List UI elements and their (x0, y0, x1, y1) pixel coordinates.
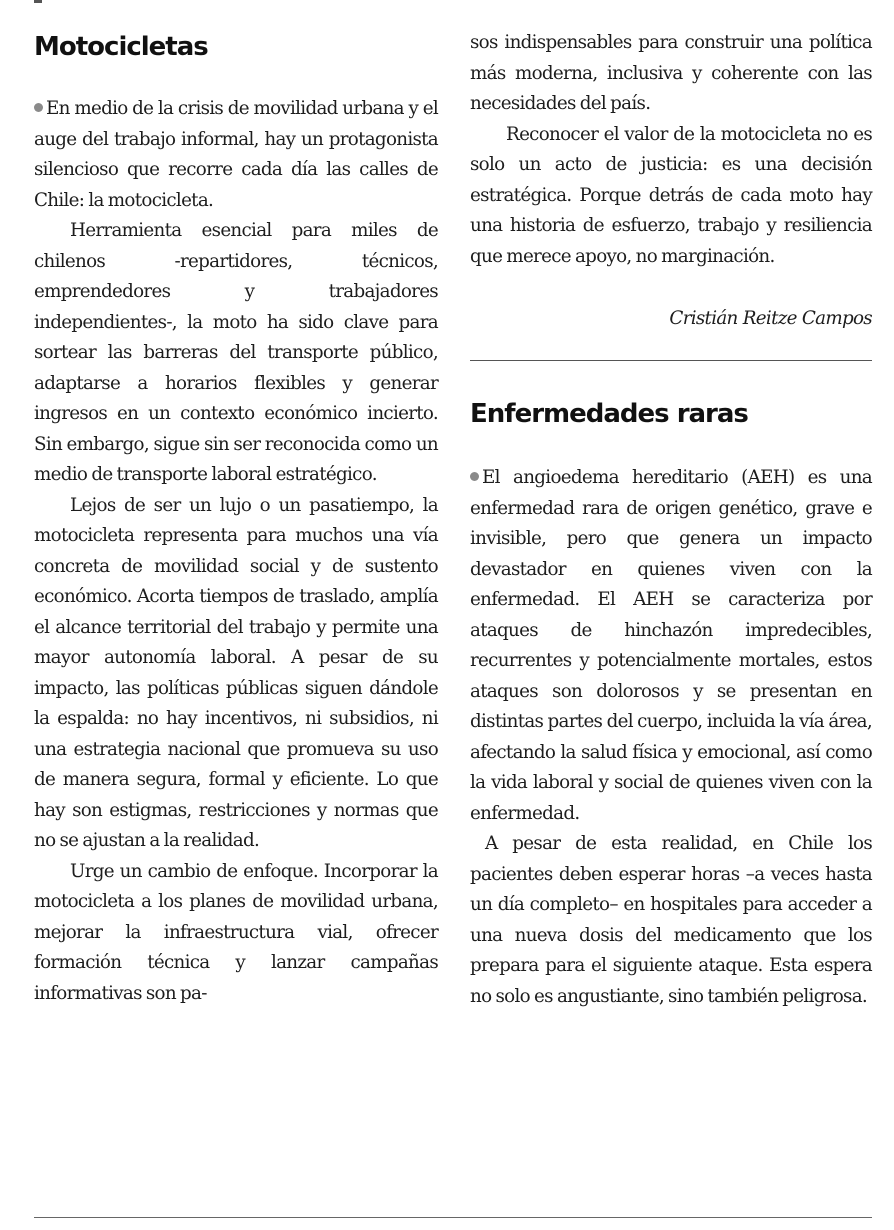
bullet-icon (470, 472, 479, 481)
letter-moto-paragraph-2: Herramienta esencial para miles de chilenos -repartidores, técnicos, emprendedores y trabajadores independientes-, la moto ha sido clave para sortear las barreras del transporte público, adaptarse a horarios flexibles y generar ingresos en un contexto económico incierto. Sin embargo, sigue sin ser reconocida como un medio de transporte laboral estratégico. (34, 220, 438, 485)
letter-moto-paragraph-1: En medio de la crisis de movilidad urbana y el auge del trabajo informal, hay un protagonista silencioso que recorre cada día las calles de Chile: la motocicleta. (34, 98, 438, 211)
left-column (34, 0, 438, 1009)
letter-raras-paragraph-2: A pesar de esta realidad, en Chile los pacientes deben esperar horas –a veces hasta un día completo– en hospitales para acceder a una nueva dosis del medicamento que los prepara para el siguiente ataque. Esta espera no solo es angustiante, sino también peligrosa. (470, 833, 872, 1007)
letter-moto-paragraph-4-end: sos indispensables para construir una política más moderna, inclusiva y coherente con las necesidades del país. (470, 32, 872, 114)
right-column (470, 0, 872, 1012)
letter-title-motocicletas: Motocicletas (34, 32, 208, 62)
letter-moto-author: Cristián Reitze Campos (669, 308, 872, 329)
letter-moto-paragraph-4-start: Urge un cambio de enfoque. Incorporar la motocicleta a los planes de movilidad urbana, mejorar la infraestructura vial, ofrecer formación técnica y lanzar campañas informativas son pa- (34, 860, 438, 1004)
letter-moto-paragraph-5: Reconocer el valor de la motocicleta no es solo un acto de justicia: es una decisión estratégica. Porque detrás de cada moto hay una historia de esfuerzo, trabajo y resiliencia que merece apoyo, no marginación. (470, 123, 872, 267)
letter-title-enfermedades-raras: Enfermedades raras (470, 399, 748, 429)
section-divider (470, 360, 872, 361)
bullet-icon (34, 103, 43, 112)
letter-moto-paragraph-3: Lejos de ser un lujo o un pasatiempo, la motocicleta representa para muchos una vía concreta de movilidad social y de sustento económico. Acorta tiempos de traslado, amplía el alcance territorial del trabajo y permite una mayor autonomía laboral. A pesar de su impacto, las políticas públicas siguen dándole la espalda: no hay incentivos, ni subsidios, ni una estrategia nacional que promueva su uso de manera segura, formal y eficiente. Lo que hay son estigmas, restricciones y normas que no se ajustan a la realidad. (34, 494, 438, 851)
bottom-divider (34, 1217, 872, 1218)
letter-raras-paragraph-1: El angioedema hereditario (AEH) es una enfermedad rara de origen genético, grave e invisible, pero que genera un impacto devastador en quienes viven con la enfermedad. El AEH se caracteriza por ataques de hinchazón impredecibles, recurrentes y potencialmente mortales, estos ataques son dolorosos y se presentan en distintas partes del cuerpo, incluida la vía área, afectando la salud física y emocional, así como la vida laboral y social de quienes viven con la enfermedad. (470, 467, 872, 824)
